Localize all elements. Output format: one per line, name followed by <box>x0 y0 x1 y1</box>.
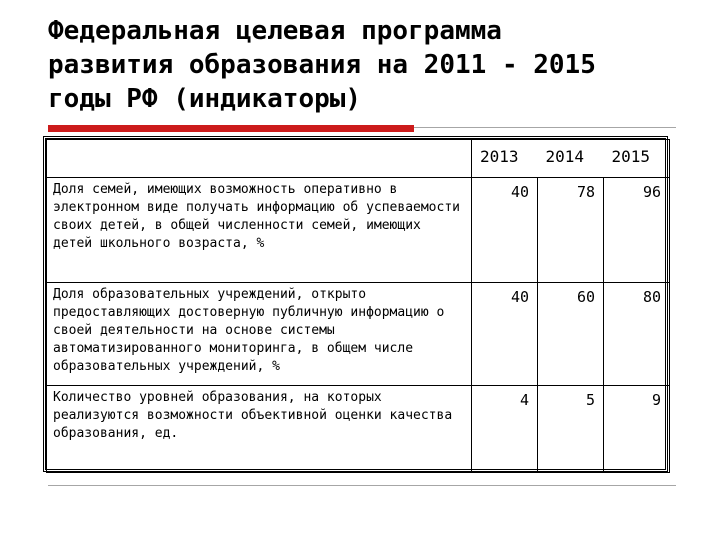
indicators-table <box>46 139 670 473</box>
table-row <box>47 386 670 473</box>
header-cell-2015: 2015 <box>604 140 670 178</box>
indicator-label: Доля образовательных учреждений, открыто предоставляющих достоверную публичную информацию о своей деятельности на основе системы автоматизированного мониторинга, в общем числе образовательных учреждений, % <box>47 283 472 386</box>
header-cell-2014: 2014 <box>538 140 604 178</box>
table-row <box>47 283 670 386</box>
value-2013: 40 <box>472 283 538 386</box>
title-divider-rule <box>414 127 676 128</box>
table-row <box>47 178 670 283</box>
value-2013: 4 <box>472 386 538 473</box>
slide-title-line-3: годы РФ (индикаторы) <box>48 84 362 114</box>
slide-title-line-2: развития образования на 2011 - 2015 <box>48 50 596 80</box>
header-cell-indicator <box>47 140 472 178</box>
value-2014: 5 <box>538 386 604 473</box>
title-accent-rule <box>48 125 414 132</box>
value-2015: 9 <box>604 386 670 473</box>
header-cell-2013: 2013 <box>472 140 538 178</box>
indicators-table-frame <box>43 136 668 472</box>
value-2014: 60 <box>538 283 604 386</box>
value-2015: 80 <box>604 283 670 386</box>
footer-divider-rule <box>48 485 676 486</box>
table-header-row <box>47 140 670 178</box>
slide-title <box>48 14 688 116</box>
value-2015: 96 <box>604 178 670 283</box>
slide-title-line-1: Федеральная целевая программа <box>48 16 502 46</box>
indicator-label: Количество уровней образования, на которых реализуются возможности объективной оценки качества образования, ед. <box>47 386 472 473</box>
indicator-label: Доля семей, имеющих возможность оперативно в электронном виде получать информацию об успеваемости своих детей, в общей численности семей, имеющих детей школьного возраста, % <box>47 178 472 283</box>
value-2013: 40 <box>472 178 538 283</box>
value-2014: 78 <box>538 178 604 283</box>
